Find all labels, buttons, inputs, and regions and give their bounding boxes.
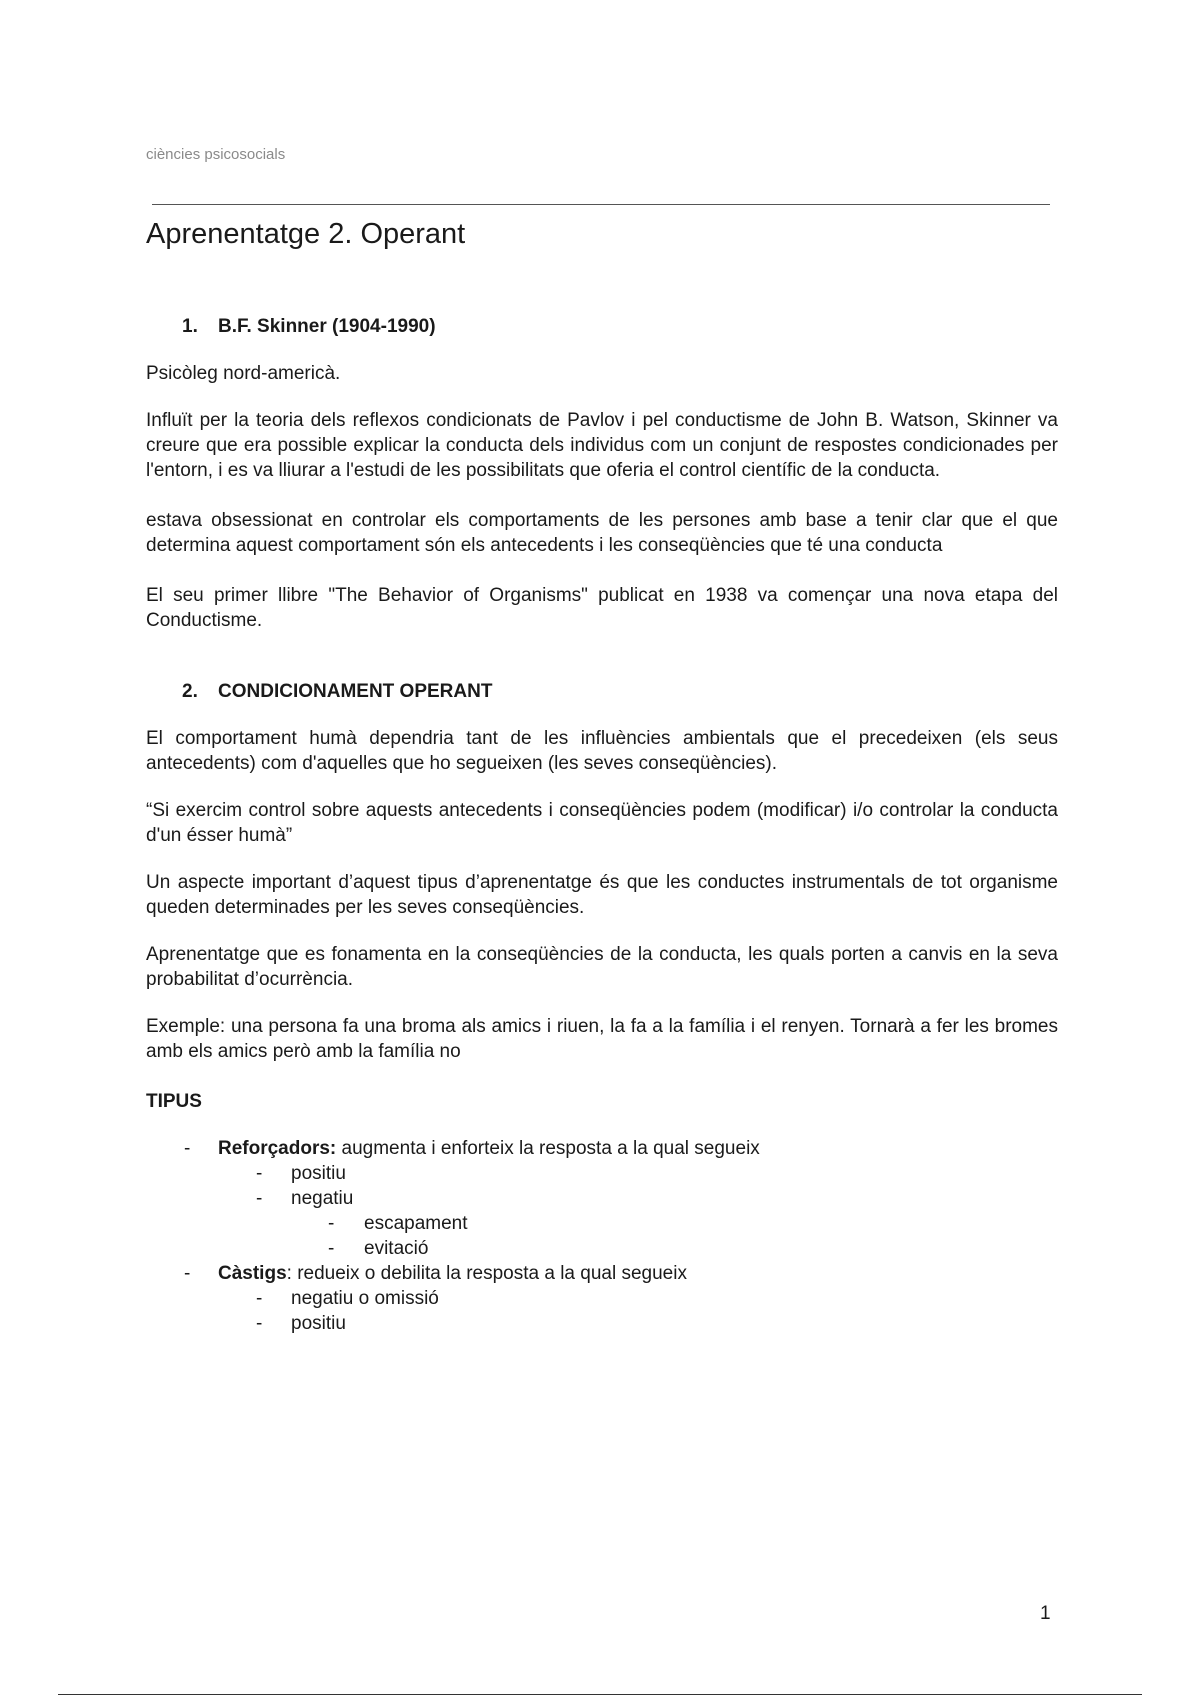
paragraph: Influït per la teoria dels reflexos condicionats de Pavlov i pel conductisme de John B. Watson, Skinner va creure que era possible explicar la conducta dels individus com un conjunt de respostes condicionades per l'entorn, i es va lliurar a l'estudi de les possibilitats que oferia el control científic de la conducta. [146,410,1058,481]
item-text: evitació [364,1238,429,1259]
section-heading-text: CONDICIONAMENT OPERANT [218,681,493,702]
paragraph: El comportament humà dependria tant de les influències ambientals que el precedeixen (els seus antecedents) com d'aquelles que ho segueixen (les seves conseqüències). [146,728,1058,774]
paragraph: Un aspecte important d’aquest tipus d’aprenentatge és que les conductes instrumentals de tot organisme queden determinades per les seves conseqüències. [146,872,1058,918]
term-reforcadors: Reforçadors: [218,1138,337,1159]
item-text: negatiu o omissió [291,1288,439,1309]
types-list [146,1136,1058,1336]
header-label: ciències psicosocials [146,146,286,163]
header-divider [152,204,1050,205]
example-paragraph: Exemple: una persona fa una broma als amics i riuen, la fa a la família i el renyen. Tornarà a fer les bromes amb els amics però amb la família no [146,1016,1058,1062]
page-title: Aprenentatge 2. Operant [146,218,466,250]
list-item [146,1186,1058,1211]
bullet-dash: - [256,1188,263,1209]
term-castigs: Càstigs [218,1263,287,1284]
paragraph: estava obsessionat en controlar els comportaments de les persones amb base a tenir clar que el que determina aquest comportament són els antecedents i les conseqüències que té una conducta [146,510,1058,556]
list-item [146,1261,1058,1286]
bullet-dash: - [184,1263,191,1284]
list-item [146,1311,1058,1336]
paragraph: Aprenentatge que es fonamenta en la conseqüències de la conducta, les quals porten a canvis en la seva probabilitat d’ocurrència. [146,944,1058,990]
section-heading-skinner [146,314,1058,339]
bullet-dash: - [328,1238,335,1259]
item-text: positiu [291,1163,346,1184]
paragraph: El seu primer llibre "The Behavior of Organisms" publicat en 1938 va començar una nova etapa del Conductisme. [146,585,1058,631]
bullet-dash: - [184,1138,191,1159]
footer-divider [58,1694,1142,1695]
tipus-heading: TIPUS [146,1091,202,1112]
term-description: : redueix o debilita la resposta a la qual segueix [286,1263,687,1284]
document-body [146,314,1058,1336]
bullet-dash: - [256,1163,263,1184]
list-item [146,1136,1058,1161]
page-number: 1 [1040,1603,1051,1624]
list-item [146,1236,1058,1261]
list-item [146,1211,1058,1236]
section-number: 2. [182,681,198,702]
term-description: augmenta i enforteix la resposta a la qual segueix [336,1138,760,1159]
bullet-dash: - [256,1313,263,1334]
section-heading-condicionament [146,679,1058,704]
quote-paragraph: “Si exercim control sobre aquests antecedents i conseqüències podem (modificar) i/o controlar la conducta d'un ésser humà” [146,800,1058,846]
section-number: 1. [182,316,198,337]
section-heading-text: B.F. Skinner (1904-1990) [218,316,436,337]
bullet-dash: - [328,1213,335,1234]
item-text: escapament [364,1213,468,1234]
paragraph: Psicòleg nord-americà. [146,363,341,384]
bullet-dash: - [256,1288,263,1309]
list-item [146,1161,1058,1186]
item-text: positiu [291,1313,346,1334]
list-item [146,1286,1058,1311]
item-text: negatiu [291,1188,354,1209]
